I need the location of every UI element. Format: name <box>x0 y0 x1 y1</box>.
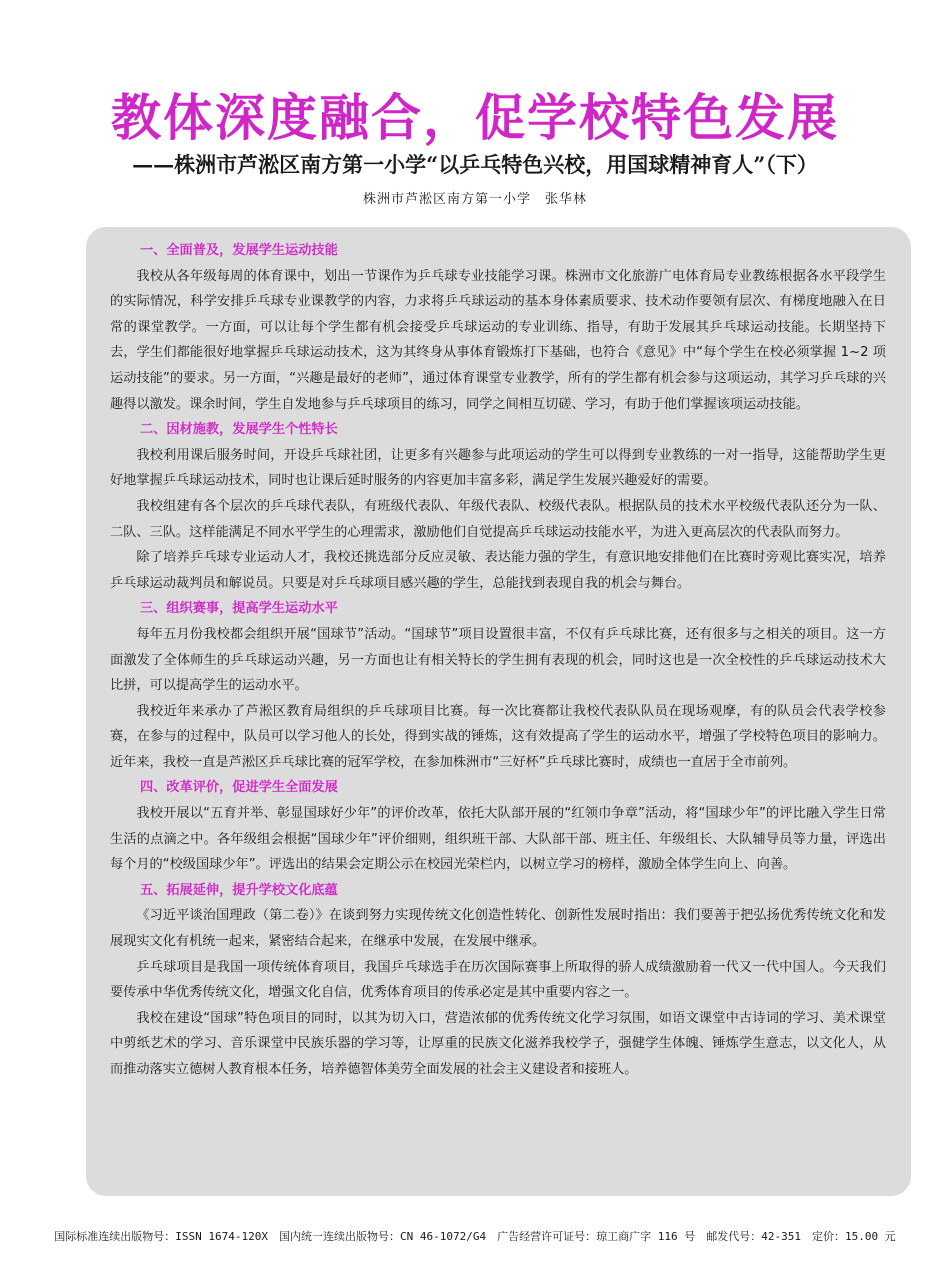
section-5-paragraph-3: 我校在建设“国球”特色项目的同时，以其为切入口，营造浓郁的优秀传统文化学习氛围，如语文课堂中古诗词的学习、美术课堂中剪纸艺术的学习、音乐课堂中民族乐器的学习等，让厚重的民族文化滋养我校学子，强健学生体魄、锤炼学生意志，以文化人，从而推动落实立德树人教育根本任务，培养德智体美劳全面发展的社会主义建设者和接班人。 <box>110 1010 886 1077</box>
section-3-paragraph-2: 我校近年来承办了芦淞区教育局组织的乒乓球项目比赛。每一次比赛都让我校代表队队员在现场观摩，有的队员会代表学校参赛，在参与的过程中，队员可以学习他人的长处，得到实战的锤炼，这有效提高了学生的运动水平，增强了学校特色项目的影响力。近年来，我校一直是芦淞区乒乓球比赛的冠军学校，在参加株洲市“三好杯”乒乓球比赛时，成绩也一直居于全市前列。 <box>110 703 886 770</box>
section-heading-4: 四、改革评价，促进学生全面发展 <box>140 780 338 796</box>
section-heading-2: 二、因材施教，发展学生个性特长 <box>140 422 338 438</box>
section-5-paragraph-1: 《习近平谈治国理政（第二卷）》在谈到努力实现传统文化创造性转化、创新性发展时指出：我们要善于把弘扬优秀传统文化和发展现实文化有机统一起来，紧密结合起来，在继承中发展，在发展中继承。 <box>110 908 886 950</box>
section-2-paragraph-3: 除了培养乒乓球专业运动人才，我校还挑选部分反应灵敏、表达能力强的学生，有意识地安排他们在比赛时旁观比赛实况，培养乒乓球运动裁判员和解说员。只要是对乒乓球项目感兴趣的学生，总能找到表现自我的机会与舞台。 <box>110 550 886 591</box>
article-title: 教体深度融合，促学校特色发展 <box>111 89 839 147</box>
publication-footer: 国际标准连续出版物号：ISSN 1674-120X 国内统一连续出版物号：CN 46-1072/G4 广告经营许可证号：琼工商广字 116 号 邮发代号：42-351 定价：15.00 元 <box>54 1230 896 1243</box>
article-subtitle: ——株洲市芦淞区南方第一小学“以乒乓特色兴校，用国球精神育人”（下） <box>132 152 818 177</box>
section-2-paragraph-1: 我校利用课后服务时间，开设乒乓球社团，让更多有兴趣参与此项运动的学生可以得到专业教练的一对一指导，这能帮助学生更好地掌握乒乓球运动技术，同时也让课后延时服务的内容更加丰富多彩，满足学生发展兴趣爱好的需要。 <box>110 447 886 489</box>
article-author: 株洲市芦淞区南方第一小学 张华林 <box>362 192 587 207</box>
section-5-paragraph-2: 乒乓球项目是我国一项传统体育项目，我国乒乓球选手在历次国际赛事上所取得的骄人成绩激励着一代又一代中国人。今天我们要传承中华优秀传统文化，增强文化自信，优秀体育项目的传承必定是其中重要内容之一。 <box>110 959 886 1001</box>
section-1-paragraph-1: 我校从各年级每周的体育课中，划出一节课作为乒乓球专业技能学习课。株洲市文化旅游广电体育局专业教练根据各水平段学生的实际情况，科学安排乒乓球专业课教学的内容，力求将乒乓球运动的基本身体素质要求、技术动作要领有层次、有梯度地融入在日常的课堂教学。一方面，可以让每个学生都有机会接受乒乓球运动的专业训练、指导，有助于发展其乒乓球运动技能。长期坚持下去，学生们都能很好地掌握乒乓球运动技术，这为其终身从事体育锻炼打下基础，也符合《意见》中“每个学生在校必须掌握 1~2 项运动技能”的要求。另一方面，“兴趣是最好的老师”，通过体育课堂专业教学，所有的学生都有机会参与这项运动，其学习乒乓球的兴趣得以激发。课余时间，学生自发地参与乒乓球项目的练习，同学之间相互切磋、学习，有助于他们掌握该项运动技能。 <box>110 268 886 412</box>
section-3-paragraph-1: 每年五月份我校都会组织开展“国球节”活动。“国球节”项目设置很丰富，不仅有乒乓球比赛，还有很多与之相关的项目。这一方面激发了全体师生的乒乓球运动兴趣，另一方面也让有相关特长的学生拥有表现的机会，同时这也是一次全校性的乒乓球运动技术大比拼，可以提高学生的运动水平。 <box>110 626 886 694</box>
section-heading-1: 一、全面普及，发展学生运动技能 <box>140 243 338 258</box>
section-heading-5: 五、拓展延伸，提升学校文化底蕴 <box>140 882 338 898</box>
article-body <box>110 238 886 1083</box>
section-2-paragraph-2: 我校组建有各个层次的乒乓球代表队，有班级代表队、年级代表队、校级代表队。根据队员的技术水平校级代表队还分为一队、二队、三队。这样能满足不同水平学生的心理需求，激励他们自觉提高乒乓球运动技能水平，为进入更高层次的代表队而努力。 <box>110 498 886 540</box>
section-4-paragraph-1: 我校开展以“五育并举、彰显国球好少年”的评价改革，依托大队部开展的“红领巾争章”活动，将“国球少年”的评比融入学生日常生活的点滴之中。各年级组会根据“国球少年”评价细则，组织班干部、大队部干部、班主任、年级组长、大队辅导员等力量，评选出每个月的“校级国球少年”。评选出的结果会定期公示在校园光荣栏内，以树立学习的榜样，激励全体学生向上、向善。 <box>110 806 886 873</box>
section-heading-3: 三、组织赛事，提高学生运动水平 <box>140 601 338 617</box>
